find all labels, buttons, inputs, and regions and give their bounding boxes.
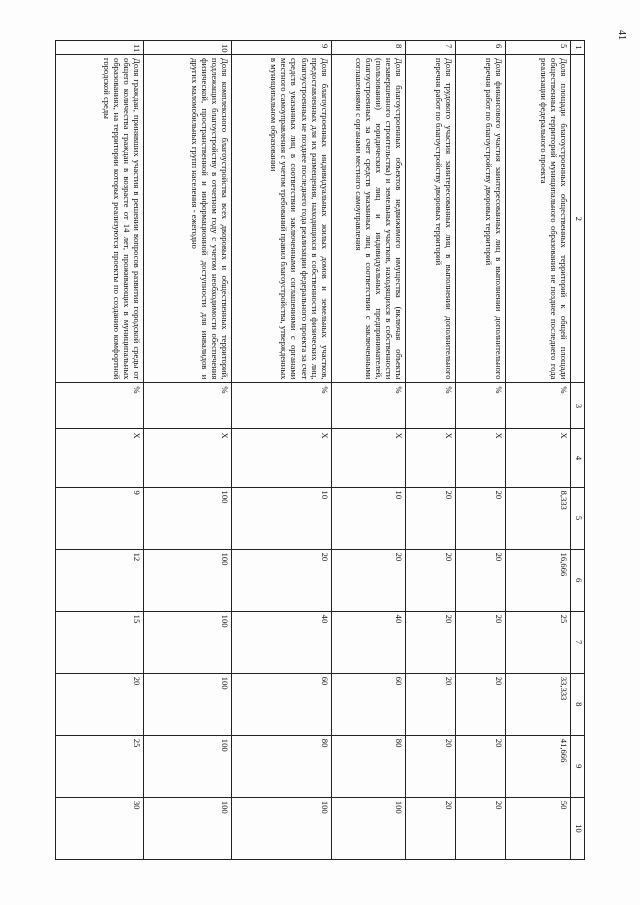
year-value-cell: 100 xyxy=(144,735,232,797)
indicator-name-cell: Доля благоустроенных индивидуальных жилых домов и земельных участков, предоставленных для их размещения, находящихся в собственности физических лиц, благоустроенных не позднее последнего года реализации федерального проекта за счет средств указанных лиц в соответствии заключенными соглашениями с органами местного самоуправления с учетом требований правил благоустройства, утвержденных в муниципальном образовании xyxy=(232,55,331,383)
row-number-cell: 11 xyxy=(56,41,144,55)
row-number-cell: 6 xyxy=(456,41,506,55)
rotated-table-container xyxy=(55,40,585,860)
year-value-cell: 9 xyxy=(56,487,144,549)
year-value-cell: 20 xyxy=(456,735,506,797)
base-value-cell: X xyxy=(144,429,232,487)
base-value-cell: X xyxy=(331,429,406,487)
unit-cell: % xyxy=(456,383,506,429)
row-number-cell: 10 xyxy=(144,41,232,55)
year-value-cell: 30 xyxy=(56,797,144,859)
year-value-cell: 20 xyxy=(331,549,406,611)
year-value-cell: 15 xyxy=(56,611,144,673)
unit-cell: % xyxy=(331,383,406,429)
table-row xyxy=(144,41,232,860)
indicator-name-cell: Доля трудового участия заинтересованных лиц в выполнении дополнительного перечня работ по благоустройству дворовых территорий xyxy=(406,55,456,383)
year-value-cell: 100 xyxy=(144,797,232,859)
year-value-cell: 100 xyxy=(144,487,232,549)
table-row xyxy=(505,41,571,860)
year-value-cell: 16,666 xyxy=(505,549,571,611)
year-value-cell: 10 xyxy=(232,487,331,549)
year-value-cell: 50 xyxy=(505,797,571,859)
year-value-cell: 100 xyxy=(331,797,406,859)
table-row xyxy=(331,41,406,860)
indicators-table xyxy=(55,40,585,860)
page-number: 41 xyxy=(616,30,627,40)
year-value-cell: 33,333 xyxy=(505,673,571,735)
column-number: 6 xyxy=(571,549,585,611)
year-value-cell: 100 xyxy=(144,673,232,735)
year-value-cell: 25 xyxy=(56,735,144,797)
column-number: 3 xyxy=(571,383,585,429)
year-value-cell: 80 xyxy=(232,735,331,797)
indicator-name-cell: Доля граждан, принявших участия в решении вопросов развития городской среды от общего количества граждан в возрасте от 14 лет, проживающих в муниципальных образованиях, на территории которых реализуются проекты по созданию комфортной городской среды xyxy=(56,55,144,383)
year-value-cell: 41,666 xyxy=(505,735,571,797)
year-value-cell: 20 xyxy=(56,673,144,735)
year-value-cell: 100 xyxy=(144,549,232,611)
row-number-cell: 9 xyxy=(232,41,331,55)
year-value-cell: 12 xyxy=(56,549,144,611)
row-number-cell: 5 xyxy=(505,41,571,55)
indicator-name-cell: Доля площади благоустроенных общественных территорий к общей площади общественных территорий муниципального образования не позднее последнего года реализации федерального проекта xyxy=(505,55,571,383)
column-number: 8 xyxy=(571,673,585,735)
year-value-cell: 20 xyxy=(406,487,456,549)
year-value-cell: 25 xyxy=(505,611,571,673)
column-number: 7 xyxy=(571,611,585,673)
unit-cell: % xyxy=(406,383,456,429)
year-value-cell: 80 xyxy=(331,735,406,797)
column-number: 10 xyxy=(571,797,585,859)
year-value-cell: 8,333 xyxy=(505,487,571,549)
unit-cell: % xyxy=(56,383,144,429)
year-value-cell: 20 xyxy=(406,797,456,859)
column-number: 2 xyxy=(571,55,585,383)
year-value-cell: 20 xyxy=(232,549,331,611)
year-value-cell: 20 xyxy=(456,549,506,611)
year-value-cell: 20 xyxy=(456,673,506,735)
row-number-cell: 8 xyxy=(331,41,406,55)
indicator-name-cell: Доля благоустроенных объектов недвижимого имущества (включая объекты незавершенного строительства) и земельных участков, находящихся в собственности (пользовании) юридических лиц и индивидуальных предпринимателей, благоустроенных за счет средств указанных лиц в соответствии с заключенными соглашениями с органами местного самоуправления xyxy=(331,55,406,383)
base-value-cell: X xyxy=(56,429,144,487)
unit-cell: % xyxy=(505,383,571,429)
table-row xyxy=(406,41,456,860)
unit-cell: % xyxy=(232,383,331,429)
base-value-cell: X xyxy=(505,429,571,487)
column-number: 1 xyxy=(571,41,585,55)
base-value-cell: X xyxy=(232,429,331,487)
year-value-cell: 40 xyxy=(232,611,331,673)
column-number: 4 xyxy=(571,429,585,487)
year-value-cell: 40 xyxy=(331,611,406,673)
year-value-cell: 20 xyxy=(406,673,456,735)
year-value-cell: 20 xyxy=(406,549,456,611)
year-value-cell: 100 xyxy=(144,611,232,673)
column-number: 9 xyxy=(571,735,585,797)
base-value-cell: X xyxy=(456,429,506,487)
column-number: 5 xyxy=(571,487,585,549)
row-number-cell: 7 xyxy=(406,41,456,55)
year-value-cell: 100 xyxy=(232,797,331,859)
year-value-cell: 20 xyxy=(456,797,506,859)
year-value-cell: 20 xyxy=(406,735,456,797)
year-value-cell: 20 xyxy=(456,487,506,549)
year-value-cell: 60 xyxy=(331,673,406,735)
year-value-cell: 60 xyxy=(232,673,331,735)
unit-cell: % xyxy=(144,383,232,429)
table-row xyxy=(456,41,506,860)
indicator-name-cell: Доля комплексного благоустройства всех дворовых и общественных территорий, подлежащих благоустройству в отчетном году с учетом необходимости обеспечения физической, пространственной и информационной доступности для инвалидов и других маломобильных групп населения - ежегодно xyxy=(144,55,232,383)
base-value-cell: X xyxy=(406,429,456,487)
year-value-cell: 10 xyxy=(331,487,406,549)
year-value-cell: 20 xyxy=(456,611,506,673)
indicator-name-cell: Доля финансового участия заинтересованных лиц в выполнении дополнительного перечня работ по благоустройству дворовых территорий xyxy=(456,55,506,383)
table-row xyxy=(56,41,144,860)
year-value-cell: 20 xyxy=(406,611,456,673)
table-row xyxy=(232,41,331,860)
column-number-row xyxy=(571,41,585,860)
